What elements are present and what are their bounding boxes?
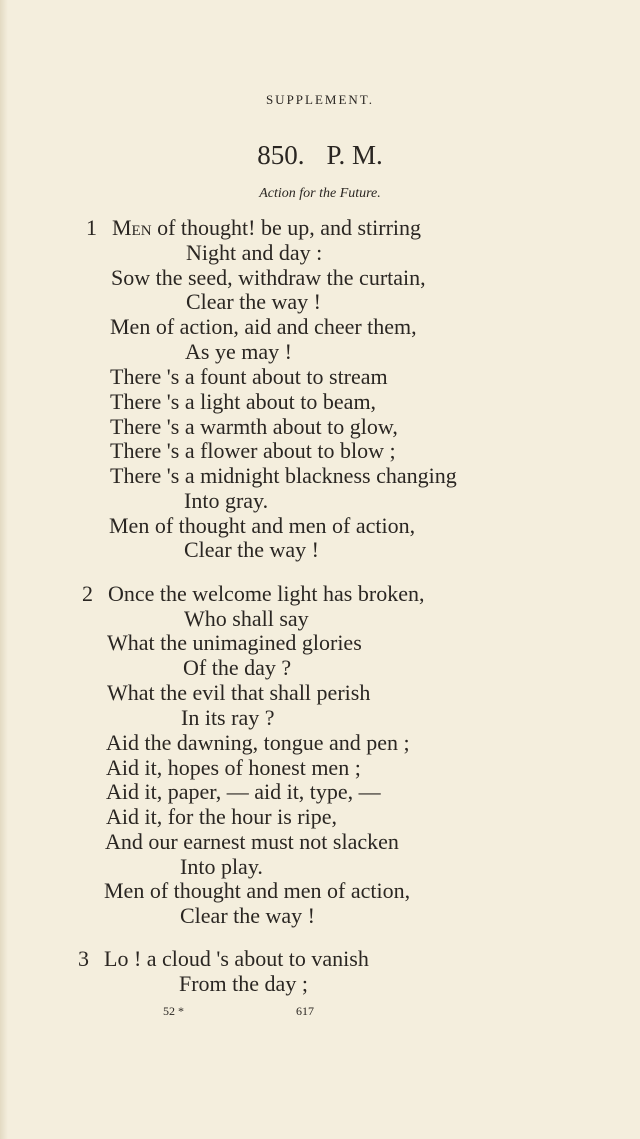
verse-line: Night and day : [186,240,323,265]
verse-line: Men of action, aid and cheer them, [110,314,417,339]
hymn-meter: P. M. [326,140,383,170]
verse-line: Aid it, hopes of honest men ; [106,755,361,780]
running-head: SUPPLEMENT. [265,92,375,107]
stanza-number: 1 [86,215,97,240]
verse-line: There 's a warmth about to glow, [110,414,398,439]
verse-line: From the day ; [179,971,308,996]
verse-initial-word: Men [112,215,152,240]
verse-line: As ye may ! [185,339,292,364]
verse-line: What the unimagined glories [107,630,362,655]
verse-line: There 's a fount about to stream [110,364,388,389]
verse-line: Once the welcome light has broken, [108,581,425,606]
verse-line: Aid it, paper, — aid it, type, — [106,779,381,804]
verse-line: Clear the way ! [186,289,321,314]
verse-line: What the evil that shall perish [107,680,371,705]
verse-line: Into play. [180,854,263,879]
hymn-subtitle: Action for the Future. [259,186,381,201]
hymn-heading [0,140,640,171]
verse-line: Sow the seed, withdraw the curtain, [111,265,426,290]
page-number: 617 [296,1004,314,1018]
verse-line: Aid the dawning, tongue and pen ; [106,730,410,755]
verse-line: Clear the way ! [180,903,315,928]
verse-line: And our earnest must not slacken [105,829,399,854]
hymn-number: 850. [257,140,305,170]
signature-mark: 52 * [163,1004,184,1018]
verse-line: In its ray ? [181,705,275,730]
verse-line: Men of thought and men of action, [104,878,411,903]
verse-line-text: of thought! be up, and stirring [151,215,422,240]
verse-line: There 's a light about to beam, [110,389,377,414]
verse-line: Into gray. [184,488,269,513]
verse-line: There 's a flower about to blow ; [110,438,396,463]
verse-line: Aid it, for the hour is ripe, [106,804,337,829]
stanza-number: 3 [78,946,89,971]
verse-line: Lo ! a cloud 's about to vanish [104,946,369,971]
stanza-number: 2 [82,581,93,606]
verse-line: Who shall say [184,606,309,631]
verse-line: Clear the way ! [184,537,319,562]
verse-line [112,215,421,240]
verse-line: Of the day ? [183,655,292,680]
verse-line: Men of thought and men of action, [109,513,416,538]
verse-line: There 's a midnight blackness changing [110,463,457,488]
